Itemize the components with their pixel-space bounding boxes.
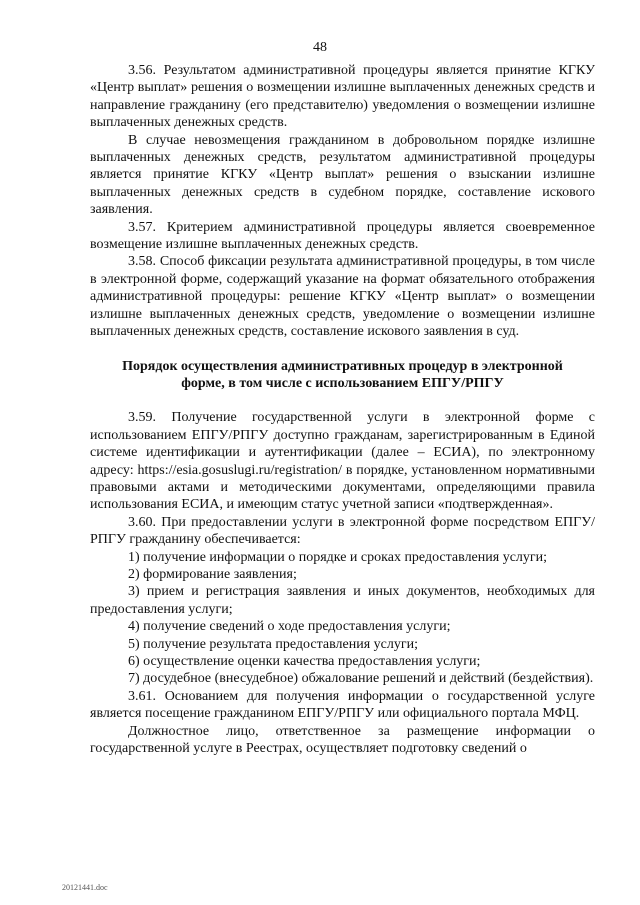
section-heading-line-1: Порядок осуществления административных процедур в электронной [122,358,563,374]
list-item-5: 5) получение результата предоставления услуги; [128,636,418,652]
paragraph-official-responsible: Должностное лицо, ответственное за размещение информации о государственной услуге в Реестрах, осуществляет подготовку сведений о [90,723,595,757]
paragraph-3-56: 3.56. Результатом административной процедуры является принятие КГКУ «Центр выплат» решения о возмещении излишне выплаченных денежных средств и направление гражданину (его представителю) уведомления о возмещении излишне выплаченных денежных средств. [90,63,595,131]
paragraph-3-58: 3.58. Способ фиксации результата административной процедуры, в том числе в электронной форме, содержащий указание на формат обязательного отображения административной процедуры: решение КГКУ «Центр выплат» о возмещении излишне выплаченных денежных средств, уведомление о возмещении излишне выплаченных денежных средств, составление искового заявления в суд. [90,254,595,340]
list-item-1: 1) получение информации о порядке и сроках предоставления услуги; [128,549,548,565]
list-item-6: 6) осуществление оценки качества предоставления услуги; [128,654,481,669]
page-number: 48 [313,40,327,55]
file-name-footer: 20121441.doc [62,883,108,892]
section-heading-line-2: форме, в том числе с использованием ЕПГУ/РПГУ [181,375,504,391]
list-item-4: 4) получение сведений о ходе предоставления услуги; [128,619,451,635]
section-heading [90,358,595,393]
document-body [90,62,595,757]
paragraph-3-57: 3.57. Критерием административной процедуры является своевременное возмещение излишне выплаченных денежных средств. [90,219,595,253]
list-item-3: 3) прием и регистрация заявления и иных документов, необходимых для предоставления услуги; [90,584,595,617]
paragraph-3-59: 3.59. Получение государственной услуги в электронной форме с использованием ЕПГУ/РПГУ доступно гражданам, зарегистрированным в Единой системе идентификации и аутентификации (далее – ЕСИА), по электронному адресу: https://esia.gosuslugi.ru/registration/ в порядке, установленном нормативными правовыми актами и методическими документами, определяющими правила использования ЕСИА, и имеющим статус учетной записи «подтвержденная». [90,410,595,513]
list-item-7: 7) досудебное (внесудебное) обжалование решений и действий (бездействия). [128,671,594,687]
paragraph-non-reimbursement: В случае невозмещения гражданином в добровольном порядке излишне выплаченных денежных средств, результатом административной процедуры является принятие КГКУ «Центр выплат» решения о взыскании излишне выплаченных денежных средств в судебном порядке, составление искового заявления. [90,132,595,218]
list-item-2: 2) формирование заявления; [128,566,297,582]
paragraph-3-60: 3.60. При предоставлении услуги в электронной форме посредством ЕПГУ/РПГУ гражданину обеспечивается: [90,514,595,548]
paragraph-3-61: 3.61. Основанием для получения информации о государственной услуге является посещение гражданином ЕПГУ/РПГУ или официального портала МФЦ. [90,688,595,722]
